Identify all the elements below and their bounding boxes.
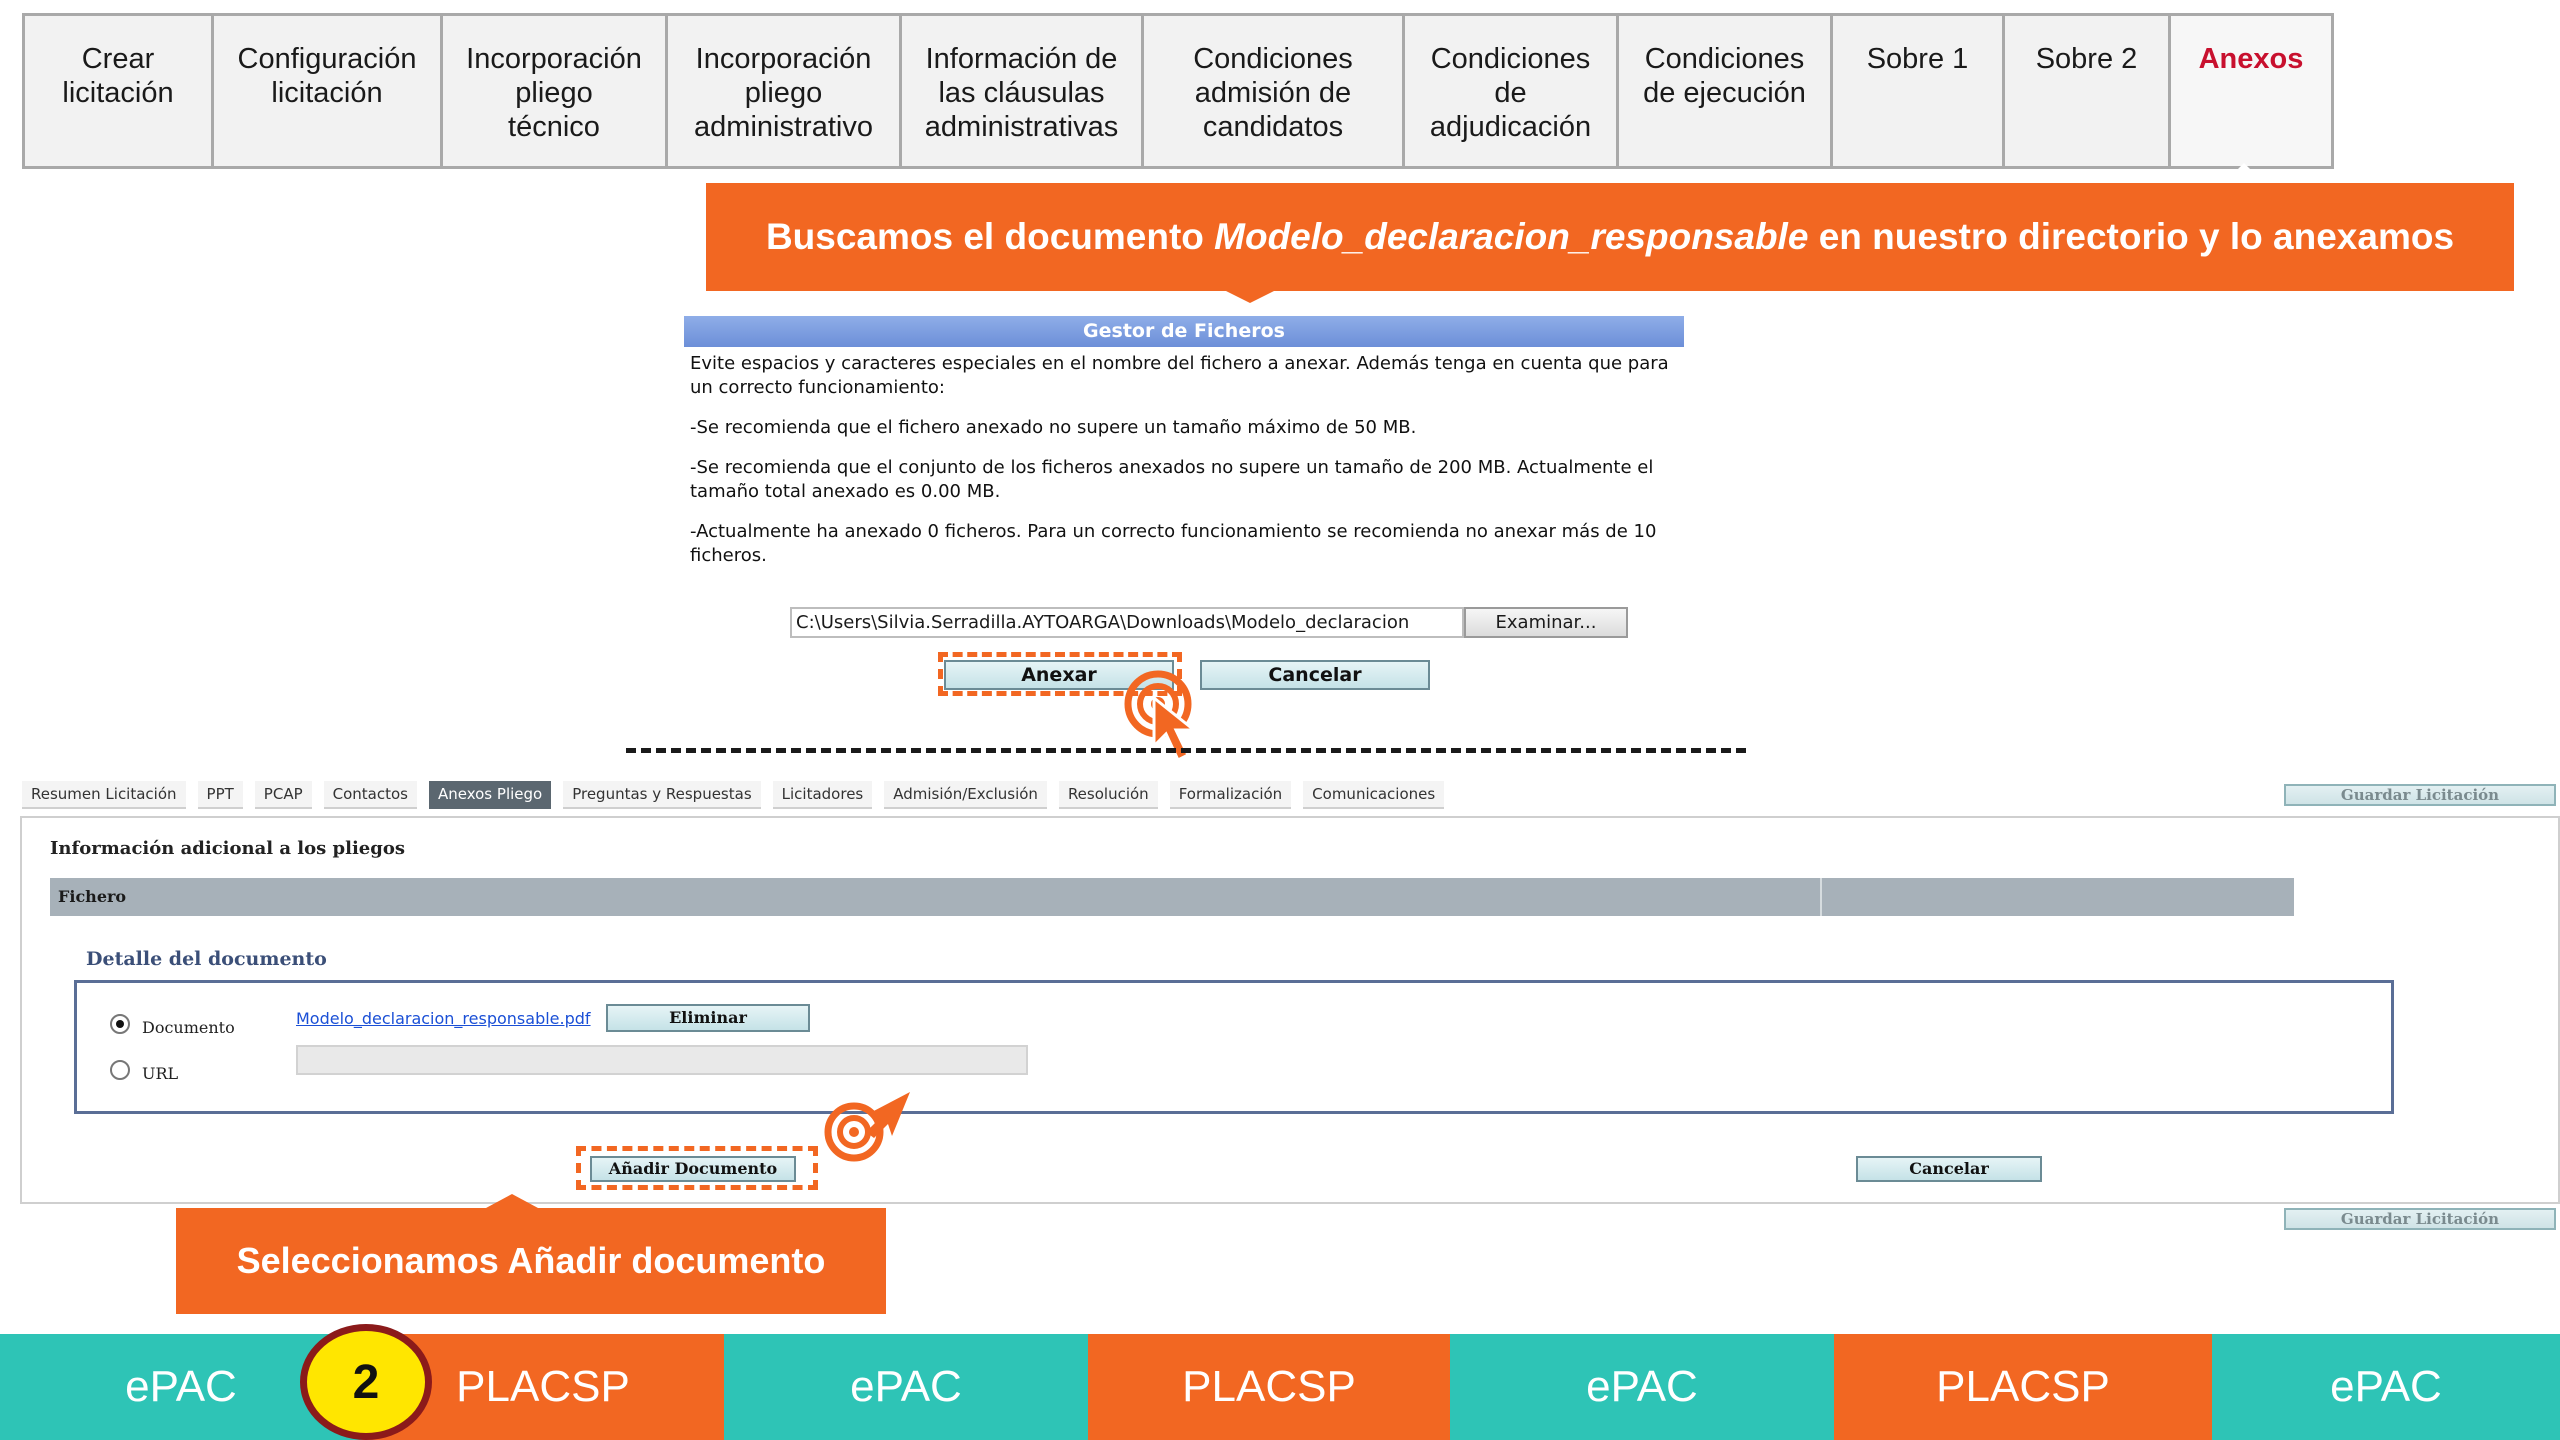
subtab-comunicaciones[interactable]: Comunicaciones: [1303, 781, 1444, 809]
file-manager-title: Gestor de Ficheros: [684, 316, 1684, 347]
step-tab-condiciones-admision[interactable]: Condiciones admisión de candidatos: [1144, 16, 1405, 166]
step-tabs: [22, 13, 2334, 169]
radio-documento-label: Documento: [142, 1018, 235, 1037]
step-tab-pliego-administrativo[interactable]: Incorporación pliego administrativo: [668, 16, 902, 166]
subtab-anexos-pliego[interactable]: Anexos Pliego: [429, 781, 551, 809]
anexar-button[interactable]: Anexar: [944, 660, 1174, 690]
callout-top-filename: Modelo_declaracion_responsable: [1214, 216, 1809, 257]
step-tab-condiciones-adjudicacion[interactable]: Condiciones de adjudicación: [1405, 16, 1619, 166]
step-tab-anexos[interactable]: Anexos: [2171, 16, 2331, 166]
callout-top-text-pre: Buscamos el documento: [765, 216, 1215, 257]
file-path-input[interactable]: C:\Users\Silvia.Serradilla.AYTOARGA\Downloads\Modelo_declaracion: [790, 607, 1464, 638]
radio-url-label: URL: [142, 1064, 179, 1083]
detalle-documento-title: Detalle del documento: [86, 948, 327, 970]
subtab-admision-exclusion[interactable]: Admisión/Exclusión: [884, 781, 1047, 809]
radio-documento[interactable]: [110, 1014, 130, 1034]
guardar-licitacion-button-bottom[interactable]: Guardar Licitación: [2284, 1208, 2556, 1230]
instruction-max-size: -Se recomienda que el fichero anexado no supere un tamaño máximo de 50 MB.: [690, 417, 1417, 438]
platform-segment-epac: ePAC: [724, 1334, 1088, 1440]
platform-segment-placsp: PLACSP: [362, 1334, 724, 1440]
subtab-licitadores[interactable]: Licitadores: [773, 781, 873, 809]
callout-bottom-text: Seleccionamos Añadir documento: [236, 1240, 826, 1281]
fichero-table-header: Fichero: [50, 878, 2294, 916]
subtab-preguntas-respuestas[interactable]: Preguntas y Respuestas: [563, 781, 760, 809]
platform-segment-placsp: PLACSP: [1834, 1334, 2212, 1440]
subtab-resolucion[interactable]: Resolución: [1059, 781, 1158, 809]
document-file-link[interactable]: Modelo_declaracion_responsable.pdf: [296, 1009, 591, 1028]
platform-segment-epac: ePAC: [1450, 1334, 1834, 1440]
step-tab-crear-licitacion[interactable]: Crear licitación: [25, 16, 214, 166]
callout-top-pointer: [1222, 289, 1278, 303]
radio-url[interactable]: [110, 1060, 130, 1080]
subtab-resumen-licitacion[interactable]: Resumen Licitación: [22, 781, 186, 809]
active-step-caret: [2226, 163, 2262, 181]
url-input[interactable]: [296, 1045, 1028, 1075]
click-target-icon-2: [818, 1086, 928, 1186]
step-tab-sobre-2[interactable]: Sobre 2: [2005, 16, 2171, 166]
platform-segment-epac: ePAC: [0, 1334, 362, 1440]
eliminar-button[interactable]: Eliminar: [606, 1004, 810, 1032]
step-tab-sobre-1[interactable]: Sobre 1: [1833, 16, 2005, 166]
subtab-formalizacion[interactable]: Formalización: [1170, 781, 1291, 809]
step-tab-clausulas-administrativas[interactable]: Información de las cláusulas administrativas: [902, 16, 1144, 166]
instruction-callout-top: [706, 183, 2514, 291]
callout-bottom-pointer: [486, 1194, 538, 1208]
step-tab-pliego-tecnico[interactable]: Incorporación pliego técnico: [443, 16, 668, 166]
guardar-licitacion-button-top[interactable]: Guardar Licitación: [2284, 784, 2556, 806]
subtab-pcap[interactable]: PCAP: [255, 781, 312, 809]
instruction-paragraph: Evite espacios y caracteres especiales en el nombre del fichero a anexar. Además tenga en cuenta que para un correcto funcionamiento:: [690, 353, 1669, 398]
instruction-total-size: -Se recomienda que el conjunto de los ficheros anexados no supere un tamaño de 200 MB. Actualmente el tamaño total anexado es 0.00 MB.: [690, 457, 1654, 502]
subtab-contactos[interactable]: Contactos: [324, 781, 417, 809]
step-tab-configuracion-licitacion[interactable]: Configuración licitación: [214, 16, 443, 166]
platform-segment-epac: ePAC: [2212, 1334, 2560, 1440]
table-header-divider: [1820, 878, 1822, 916]
browse-button[interactable]: Examinar...: [1464, 607, 1628, 638]
step-tab-condiciones-ejecucion[interactable]: Condiciones de ejecución: [1619, 16, 1833, 166]
instruction-file-count: -Actualmente ha anexado 0 ficheros. Para un correcto funcionamiento se recomienda no anexar más de 10 ficheros.: [690, 521, 1657, 566]
instruction-callout-bottom: [176, 1208, 886, 1314]
file-manager-instructions: [690, 352, 1690, 584]
platform-segment-placsp: PLACSP: [1088, 1334, 1450, 1440]
panel-cancel-button[interactable]: Cancelar: [1856, 1156, 2042, 1182]
anadir-documento-button[interactable]: Añadir Documento: [590, 1156, 796, 1182]
info-adicional-title: Información adicional a los pliegos: [50, 838, 405, 859]
section-divider: [626, 748, 1746, 753]
callout-top-text-post: en nuestro directorio y lo anexamos: [1808, 216, 2455, 257]
licitacion-tabs: [22, 778, 1602, 812]
mouse-cursor-icon: [1150, 694, 1210, 766]
subtab-ppt[interactable]: PPT: [198, 781, 243, 809]
step-number-badge: 2: [300, 1324, 432, 1440]
file-manager-cancel-button[interactable]: Cancelar: [1200, 660, 1430, 690]
